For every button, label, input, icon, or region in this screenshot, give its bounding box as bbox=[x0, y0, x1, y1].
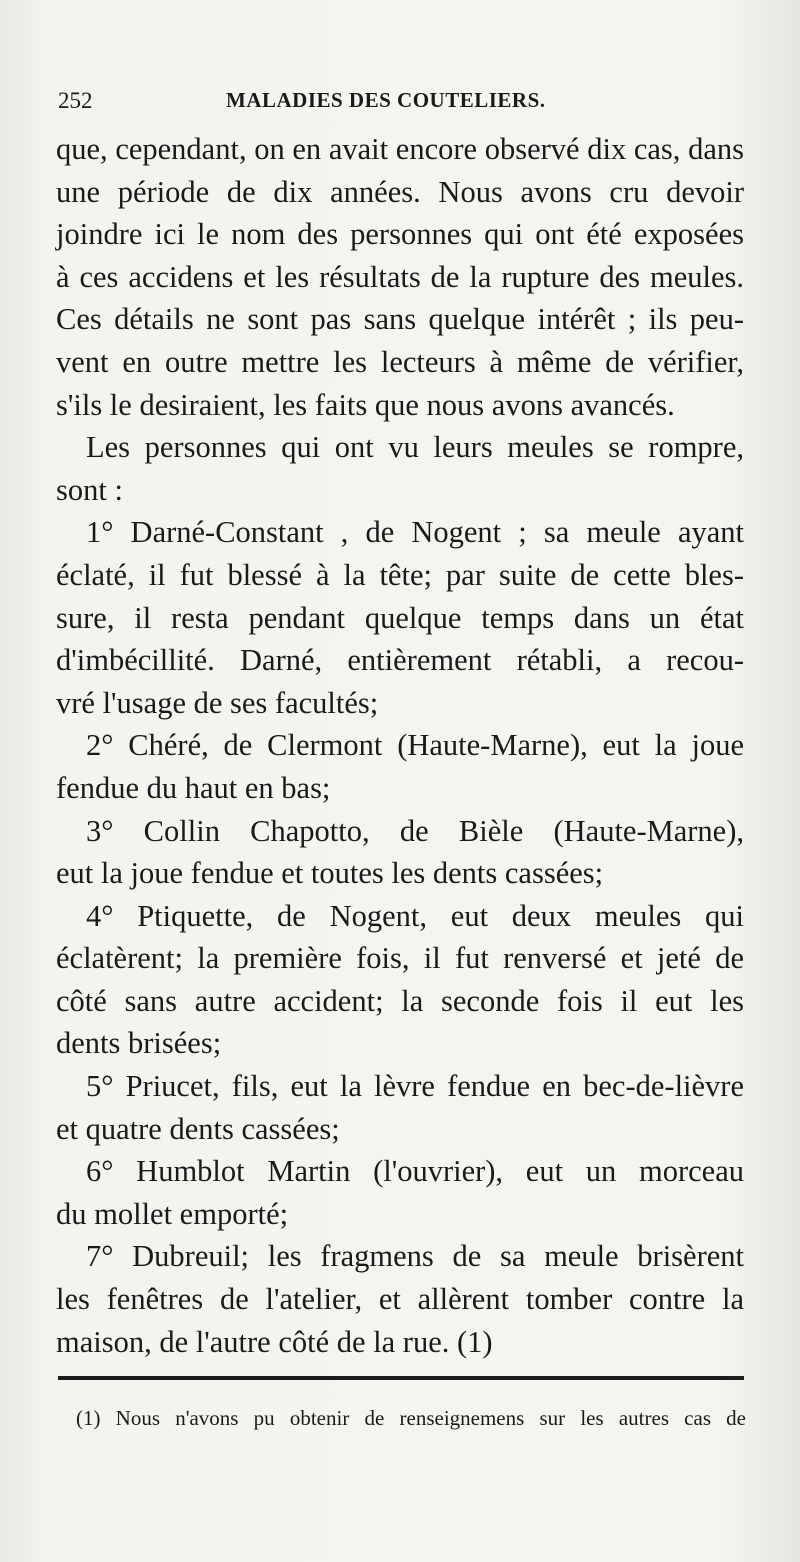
text-line: joindre ici le nom des personnes qui ont été exposées bbox=[56, 217, 744, 252]
text-line: s'ils le desiraient, les faits que nous avons avancés. bbox=[56, 387, 675, 422]
text-line: 4° Ptiquette, de Nogent, eut deux meules qui bbox=[86, 898, 744, 933]
text-line: vré l'usage de ses facultés; bbox=[56, 685, 379, 720]
text-line: Les personnes qui ont vu leurs meules se rompre, bbox=[86, 430, 744, 465]
text-line: 2° Chéré, de Clermont (Haute-Marne), eut la joue bbox=[86, 728, 744, 763]
text-line: 6° Humblot Martin (l'ouvrier), eut un morceau bbox=[86, 1154, 744, 1189]
text-line: éclatèrent; la première fois, il fut renversé et jeté de bbox=[56, 941, 744, 976]
body-text bbox=[56, 128, 744, 1363]
text-line: eut la joue fendue et toutes les dents cassées; bbox=[56, 856, 604, 891]
text-line: sont : bbox=[56, 472, 123, 507]
text-line: et quatre dents cassées; bbox=[56, 1111, 340, 1146]
text-line: 1° Darné-Constant , de Nogent ; sa meule ayant bbox=[86, 515, 744, 550]
text-line: fendue du haut en bas; bbox=[56, 770, 331, 805]
text-line: du mollet emporté; bbox=[56, 1196, 289, 1231]
text-line: d'imbécillité. Darné, entièrement rétabli, a recou- bbox=[56, 643, 744, 678]
page-number: 252 bbox=[58, 88, 93, 113]
text-line: maison, de l'autre côté de la rue. (1) bbox=[56, 1324, 493, 1359]
text-line: dents brisées; bbox=[56, 1026, 222, 1061]
page-header bbox=[58, 88, 748, 128]
text-line: une période de dix années. Nous avons cru devoir bbox=[56, 174, 744, 209]
text-line: les fenêtres de l'atelier, et allèrent tomber contre la bbox=[56, 1282, 744, 1317]
text-line: 7° Dubreuil; les fragmens de sa meule brisèrent bbox=[86, 1239, 744, 1274]
running-head: MALADIES DES COUTELIERS. bbox=[226, 88, 546, 112]
text-line: 5° Priucet, fils, eut la lèvre fendue en bec-de-lièvre bbox=[86, 1069, 744, 1104]
text-line: à ces accidens et les résultats de la rupture des meules. bbox=[56, 259, 744, 294]
text-line: vent en outre mettre les lecteurs à même de vérifier, bbox=[56, 344, 744, 379]
footnote: (1) Nous n'avons pu obtenir de renseignemens sur les autres cas de bbox=[76, 1406, 746, 1430]
footnote-rule bbox=[58, 1376, 744, 1380]
text-line: 3° Collin Chapotto, de Bièle (Haute-Marne), bbox=[86, 813, 744, 848]
text-line: sure, il resta pendant quelque temps dans un état bbox=[56, 600, 744, 635]
text-line: éclaté, il fut blessé à la tête; par suite de cette bles- bbox=[56, 557, 744, 592]
text-line: Ces détails ne sont pas sans quelque intérêt ; ils peu- bbox=[56, 302, 744, 337]
text-line: côté sans autre accident; la seconde fois il eut les bbox=[56, 983, 744, 1018]
text-line: que, cependant, on en avait encore observé dix cas, dans bbox=[56, 132, 744, 166]
